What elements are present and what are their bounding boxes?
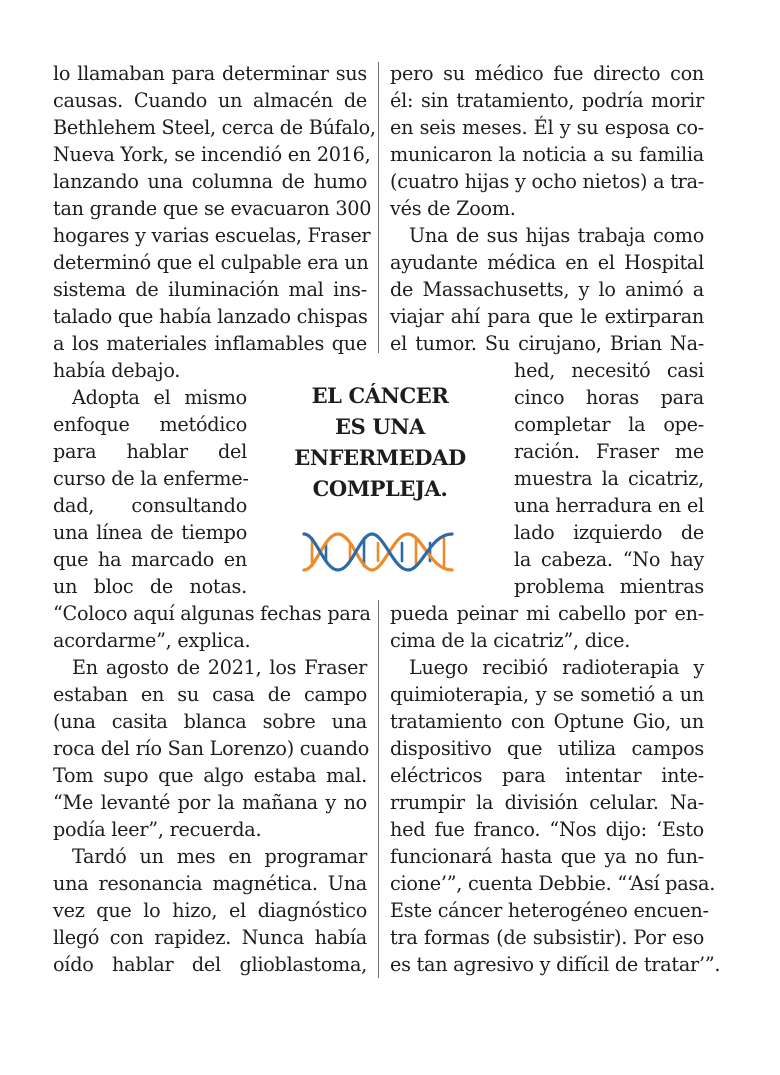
- body-line: enfoque metódico: [53, 413, 247, 436]
- body-line: cinco horas para: [514, 386, 704, 409]
- body-line: lado izquierdo de: [514, 521, 704, 544]
- body-line: funcionará hasta que ya no fun-: [390, 845, 704, 868]
- pull-quote-line: COMPLEJA.: [312, 476, 448, 501]
- body-line: de Massachusetts, y lo animó a: [390, 278, 704, 301]
- body-line: rrumpir la división celular. Na-: [390, 791, 704, 814]
- body-line: tratamiento con Optune Gio, un: [390, 710, 704, 733]
- body-line: Tom supo que algo estaba mal.: [53, 764, 367, 787]
- body-line: que ha marcado en: [53, 548, 247, 571]
- body-line: eléctricos para intentar inte-: [390, 764, 704, 787]
- body-line: determinó que el culpable era un: [53, 251, 369, 274]
- body-line: hed fue franco. “Nos dijo: ‘Esto: [390, 818, 704, 841]
- body-line: una línea de tiempo: [53, 521, 247, 544]
- body-line: municaron la noticia a su familia: [390, 143, 704, 166]
- body-line: pueda peinar mi cabello por en-: [390, 602, 704, 625]
- column-rule-top: [378, 62, 379, 353]
- body-line: vez que lo hizo, el diagnóstico: [53, 899, 367, 922]
- body-line: cione’”, cuenta Debbie. “‘Así pasa.: [390, 872, 716, 895]
- body-line: ración. Fraser me: [514, 440, 704, 463]
- body-line: él: sin tratamiento, podría morir: [390, 89, 704, 112]
- dna-helix-icon: [302, 530, 454, 574]
- body-line: el tumor. Su cirujano, Brian Na-: [390, 332, 704, 355]
- body-line: es tan agresivo y difícil de tratar’”.: [390, 953, 721, 976]
- body-line: llegó con rapidez. Nunca había: [53, 926, 367, 949]
- body-line: “Coloco aquí algunas fechas para: [53, 602, 371, 625]
- dna-rungs: [312, 538, 444, 566]
- body-line: lo llamaban para determinar sus: [53, 62, 367, 85]
- body-line: (cuatro hijas y ocho nietos) a tra-: [390, 170, 704, 193]
- body-line: completar la ope-: [514, 413, 704, 436]
- column-rule-bottom: [378, 600, 379, 978]
- pull-quote-line: ENFERMEDAD: [294, 445, 466, 470]
- body-line: talado que había lanzado chispas: [53, 305, 368, 328]
- body-line: para hablar del: [53, 440, 247, 463]
- body-line: muestra la cicatriz,: [514, 467, 704, 490]
- pull-quote: [282, 380, 478, 504]
- pull-quote-line: ES UNA: [335, 414, 425, 439]
- body-line: hogares y varias escuelas, Fraser: [53, 224, 371, 247]
- body-line: una resonancia magnética. Una: [53, 872, 367, 895]
- body-line: había debajo.: [53, 359, 181, 382]
- body-line: dispositivo que utiliza campos: [390, 737, 704, 760]
- body-line: estaban en su casa de campo: [53, 683, 367, 706]
- body-line: (una casita blanca sobre una: [53, 710, 367, 733]
- body-line: vés de Zoom.: [390, 197, 516, 220]
- body-line: Este cáncer heterogéneo encuen-: [390, 899, 709, 922]
- body-line: una herradura en el: [514, 494, 704, 517]
- body-line: viajar ahí para que le extirparan: [390, 305, 704, 328]
- body-line: en seis meses. Él y su esposa co-: [390, 116, 704, 139]
- body-line: acordarme”, explica.: [53, 629, 251, 652]
- body-line: Una de sus hijas trabaja como: [409, 224, 704, 247]
- body-line: a los materiales inflamables que: [53, 332, 367, 355]
- body-line: Nueva York, se incendió en 2016,: [53, 143, 371, 166]
- body-line: roca del río San Lorenzo) cuando: [53, 737, 370, 760]
- body-line: problema mientras: [514, 575, 704, 598]
- body-line: tra formas (de subsistir). Por eso: [390, 926, 704, 949]
- body-line: causas. Cuando un almacén de: [53, 89, 367, 112]
- body-line: sistema de iluminación mal ins-: [53, 278, 367, 301]
- body-line: cima de la cicatriz”, dice.: [390, 629, 631, 652]
- body-line: Tardó un mes en programar: [72, 845, 367, 868]
- body-line: quimioterapia, y se sometió a un: [390, 683, 704, 706]
- body-line: Adopta el mismo: [72, 386, 247, 409]
- body-line: ayudante médica en el Hospital: [390, 251, 704, 274]
- body-line: hed, necesitó casi: [514, 359, 704, 382]
- body-line: la cabeza. “No hay: [514, 548, 704, 571]
- body-line: En agosto de 2021, los Fraser: [72, 656, 367, 679]
- body-line: Luego recibió radioterapia y: [409, 656, 704, 679]
- body-line: curso de la enferme-: [53, 467, 249, 490]
- body-line: un bloc de notas.: [53, 575, 247, 598]
- body-line: lanzando una columna de humo: [53, 170, 367, 193]
- body-line: podía leer”, recuerda.: [53, 818, 262, 841]
- body-line: “Me levanté por la mañana y no: [53, 791, 367, 814]
- body-line: Bethlehem Steel, cerca de Búfalo,: [53, 116, 376, 139]
- body-line: tan grande que se evacuaron 300: [53, 197, 372, 220]
- body-line: dad, consultando: [53, 494, 247, 517]
- body-line: pero su médico fue directo con: [390, 62, 704, 85]
- pull-quote-line: EL CÁNCER: [311, 383, 449, 408]
- body-line: oído hablar del glioblastoma,: [53, 953, 367, 976]
